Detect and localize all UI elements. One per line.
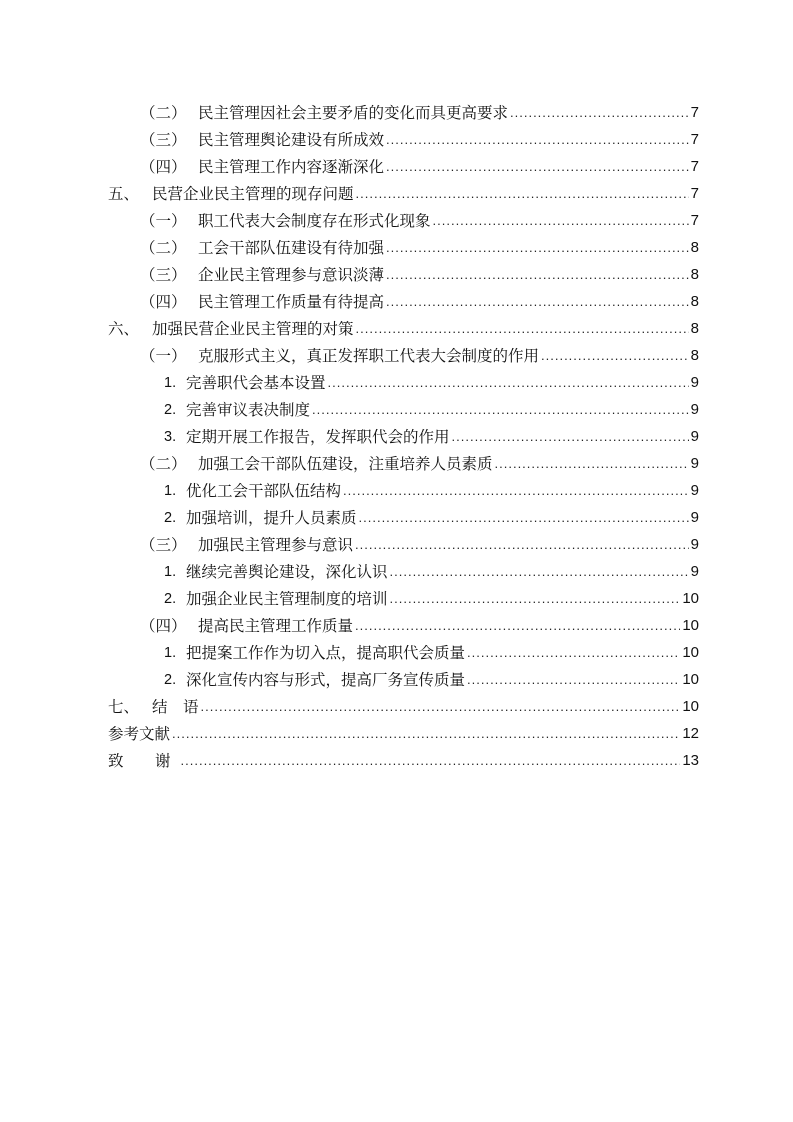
toc-entry-title: 克服形式主义，真正发挥职工代表大会制度的作用 [198, 347, 540, 365]
toc-page-number: 9 [690, 509, 699, 526]
toc-entry[interactable] [0, 393, 793, 420]
toc-entry-line [164, 643, 699, 663]
toc-entry-number: 2. [164, 510, 177, 526]
toc-entry-line [140, 157, 699, 177]
toc-entry-line [108, 697, 699, 717]
toc-page-number: 9 [690, 428, 699, 445]
toc-page-number: 7 [690, 158, 699, 175]
toc-page-number: 8 [690, 266, 699, 283]
toc-dot-leader [356, 187, 689, 201]
toc-entry-number: 1. [164, 483, 177, 499]
toc-page-number: 9 [690, 482, 699, 499]
toc-entry-line [108, 319, 699, 339]
toc-page-number: 9 [690, 374, 699, 391]
toc-entry-number: 2. [164, 402, 177, 418]
toc-entry-line [164, 670, 699, 690]
toc-entry-title: 把提案工作作为切入点，提高职代会质量 [186, 644, 466, 662]
toc-entry-line [140, 265, 699, 285]
toc-entry-line [140, 535, 699, 555]
toc-entry-line [164, 400, 699, 420]
toc-page-number: 7 [690, 104, 699, 121]
toc-dot-leader [386, 295, 689, 309]
toc-entry-number: 2. [164, 672, 177, 688]
toc-entry[interactable] [0, 690, 793, 717]
toc-entry[interactable] [0, 96, 793, 123]
toc-entry-title: 民主管理工作内容逐渐深化 [198, 158, 385, 176]
toc-page-number: 8 [690, 320, 699, 337]
toc-page-number: 12 [682, 725, 699, 742]
toc-entry-number: 1. [164, 375, 177, 391]
toc-entry[interactable] [0, 312, 793, 339]
toc-entry[interactable] [0, 528, 793, 555]
toc-dot-leader [510, 106, 689, 120]
toc-entry-number: 五、 [108, 185, 140, 203]
toc-dot-leader [386, 133, 689, 147]
toc-entry-line [164, 508, 699, 528]
toc-entry-number: （四） [140, 158, 187, 176]
toc-dot-leader [452, 430, 689, 444]
toc-entry-title: 加强企业民主管理制度的培训 [186, 590, 388, 608]
toc-page-number: 9 [690, 536, 699, 553]
toc-entry-line [140, 454, 699, 474]
toc-entry-title: 工会干部队伍建设有待加强 [198, 239, 385, 257]
toc-page-number: 13 [682, 752, 699, 769]
toc-entry-number: （一） [140, 347, 187, 365]
toc-page-number: 10 [682, 590, 699, 607]
toc-dot-leader [356, 322, 689, 336]
toc-dot-leader [386, 268, 689, 282]
toc-entry-title: 民主管理因社会主要矛盾的变化而具更高要求 [198, 104, 509, 122]
toc-entry-title: 民主管理舆论建设有所成效 [198, 131, 385, 149]
toc-entry[interactable] [0, 150, 793, 177]
toc-entry-title: 加强工会干部队伍建设，注重培养人员素质 [198, 455, 493, 473]
toc-entry-title: 完善审议表决制度 [186, 401, 311, 419]
toc-page-number: 7 [690, 212, 699, 229]
toc-entry-number: （一） [140, 212, 187, 230]
toc-page-number: 7 [690, 131, 699, 148]
toc-entry-title: 加强培训，提升人员素质 [186, 509, 357, 527]
toc-entry-number: （四） [140, 293, 187, 311]
toc-entry-line [140, 211, 699, 231]
toc-entry[interactable] [0, 609, 793, 636]
toc-entry-number: （二） [140, 455, 187, 473]
toc-entry[interactable] [0, 636, 793, 663]
toc-dot-leader [312, 403, 689, 417]
toc-page-number: 9 [690, 401, 699, 418]
toc-page-number: 8 [690, 293, 699, 310]
toc-dot-leader [355, 619, 680, 633]
toc-entry-number: 2. [164, 591, 177, 607]
toc-entry-title: 加强民主管理参与意识 [198, 536, 354, 554]
toc-entry[interactable] [0, 231, 793, 258]
toc-entry-number: 1. [164, 645, 177, 661]
toc-page-number: 9 [690, 563, 699, 580]
toc-entry-number: 1. [164, 564, 177, 580]
toc-entry-line [108, 724, 699, 744]
toc-entry-number: （二） [140, 104, 187, 122]
toc-entry[interactable] [0, 204, 793, 231]
toc-entry[interactable] [0, 177, 793, 204]
toc-entry-title: 定期开展工作报告，发挥职代会的作用 [186, 428, 450, 446]
toc-entry-title: 完善职代会基本设置 [186, 374, 326, 392]
toc-dot-leader [181, 754, 681, 768]
toc-entry-line [164, 373, 699, 393]
toc-page-number: 9 [690, 455, 699, 472]
toc-entry-title: 优化工会干部队伍结构 [186, 482, 342, 500]
toc-entry-line [140, 238, 699, 258]
toc-entry-title: 提高民主管理工作质量 [198, 617, 354, 635]
toc-dot-leader [433, 214, 689, 228]
toc-entry-line [164, 427, 699, 447]
toc-entry-number: （三） [140, 131, 187, 149]
toc-entry[interactable] [0, 366, 793, 393]
toc-entry-line [140, 103, 699, 123]
toc-entry-line [140, 292, 699, 312]
toc-dot-leader [355, 538, 689, 552]
toc-page-number: 7 [690, 185, 699, 202]
toc-entry-number: （四） [140, 617, 187, 635]
toc-dot-leader [201, 700, 681, 714]
toc-dot-leader [328, 376, 689, 390]
toc-entry[interactable] [0, 420, 793, 447]
toc-dot-leader [343, 484, 689, 498]
toc-entry-title: 结 语 [152, 698, 199, 716]
toc-entry[interactable] [0, 663, 793, 690]
toc-entry[interactable] [0, 582, 793, 609]
toc-dot-leader [467, 673, 680, 687]
toc-page-number: 10 [682, 671, 699, 688]
toc-entry[interactable] [0, 123, 793, 150]
toc-entry[interactable] [0, 555, 793, 582]
toc-page-number: 10 [682, 617, 699, 634]
toc-dot-leader [359, 511, 689, 525]
toc-entry-line [140, 346, 699, 366]
toc-entry-number: （二） [140, 239, 187, 257]
toc-entry-number: 六、 [108, 320, 140, 338]
toc-entry[interactable] [0, 744, 793, 771]
toc-page-number: 10 [682, 644, 699, 661]
toc-entry-number: （三） [140, 536, 187, 554]
toc-entry-line [164, 481, 699, 501]
toc-dot-leader [386, 160, 689, 174]
table-of-contents [0, 96, 793, 771]
toc-dot-leader [390, 565, 689, 579]
toc-entry[interactable] [0, 258, 793, 285]
toc-entry-number: （三） [140, 266, 187, 284]
toc-entry-line [164, 562, 699, 582]
toc-entry-title: 职工代表大会制度存在形式化现象 [198, 212, 431, 230]
toc-entry[interactable] [0, 339, 793, 366]
toc-entry[interactable] [0, 501, 793, 528]
toc-entry-title: 民主管理工作质量有待提高 [198, 293, 385, 311]
toc-page-number: 8 [690, 239, 699, 256]
toc-entry-line [108, 184, 699, 204]
toc-entry-number: 七、 [108, 698, 140, 716]
toc-entry-title: 加强民营企业民主管理的对策 [152, 320, 354, 338]
toc-entry-title: 致 谢 [108, 752, 179, 770]
toc-entry[interactable] [0, 717, 793, 744]
toc-dot-leader [386, 241, 689, 255]
toc-dot-leader [467, 646, 680, 660]
toc-entry-number: 3. [164, 429, 177, 445]
toc-entry-title: 深化宣传内容与形式，提高厂务宣传质量 [186, 671, 466, 689]
toc-dot-leader [390, 592, 681, 606]
toc-dot-leader [172, 727, 680, 741]
toc-dot-leader [541, 349, 689, 363]
toc-entry-line [140, 130, 699, 150]
toc-entry-line [108, 751, 699, 771]
toc-page-number: 8 [690, 347, 699, 364]
toc-dot-leader [495, 457, 689, 471]
toc-entry[interactable] [0, 285, 793, 312]
toc-page-number: 10 [682, 698, 699, 715]
toc-entry-title: 参考文献 [108, 725, 171, 743]
toc-entry-line [140, 616, 699, 636]
toc-entry[interactable] [0, 447, 793, 474]
toc-entry-title: 企业民主管理参与意识淡薄 [198, 266, 385, 284]
toc-entry-line [164, 589, 699, 609]
toc-entry[interactable] [0, 474, 793, 501]
toc-entry-title: 民营企业民主管理的现存问题 [152, 185, 354, 203]
toc-entry-title: 继续完善舆论建设，深化认识 [186, 563, 388, 581]
